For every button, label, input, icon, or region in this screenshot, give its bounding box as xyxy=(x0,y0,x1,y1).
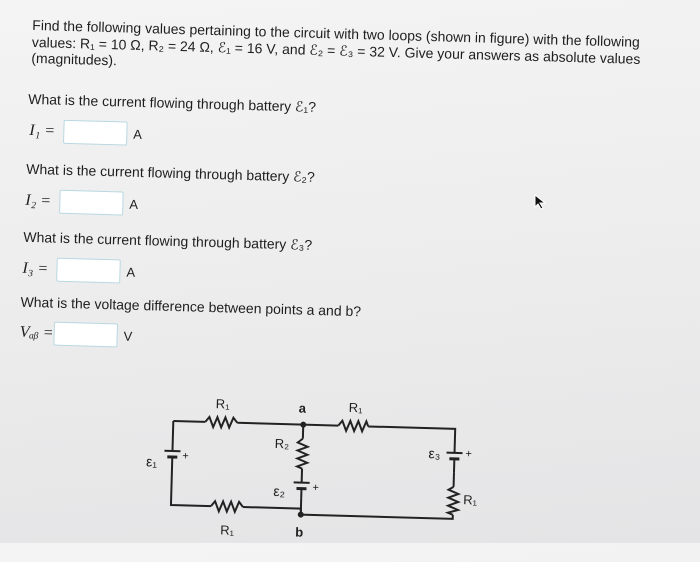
resistor-r1-right-side xyxy=(448,487,459,515)
problem-statement: Find the following values pertaining to the circuit with two loops (shown in figure) with the following values: R₁ = 10 Ω, R₂ = 24 Ω, ℰ₁ = 16 V, and ℰ₂ = ℰ₃ = 32 V. Give your answers as absolute values (magnitudes). xyxy=(31,17,652,84)
bottom-right-wire xyxy=(301,511,453,519)
variable-label-i1: I₁ = xyxy=(29,122,63,141)
variable-label-i2: I₂ = xyxy=(25,192,59,211)
label-e1-plus: + xyxy=(182,450,189,462)
question-3-prompt: What is the current flowing through battery ℰ₃? xyxy=(23,229,312,254)
top-right-link xyxy=(303,425,338,426)
label-point-b: b xyxy=(295,524,303,539)
circuit-diagram xyxy=(140,382,484,551)
variable-label-i3: I₃ = xyxy=(22,260,56,279)
question-2-prompt: What is the current flowing through battery ℰ₂? xyxy=(26,161,315,186)
answer-row-3 xyxy=(22,257,135,284)
answer-row-2 xyxy=(25,189,138,216)
resistor-r1-top xyxy=(205,417,237,428)
left-wire-bottom xyxy=(171,471,212,506)
variable-label-vab: Vₐᵦ = xyxy=(19,324,53,343)
unit-label-vab: V xyxy=(123,328,132,343)
bottom-left-wire xyxy=(243,507,301,515)
label-e3: ε₃ xyxy=(428,445,440,461)
current-i2-input[interactable] xyxy=(59,190,124,216)
unit-label-i2: A xyxy=(129,196,138,211)
top-left-wire xyxy=(173,421,205,422)
label-r1-right-top: R₁ xyxy=(349,400,364,415)
resistor-r1-bottom xyxy=(211,501,243,512)
label-e1: ε₁ xyxy=(146,453,158,469)
label-point-a: a xyxy=(299,401,307,416)
node-a xyxy=(300,422,306,428)
question-1-prompt: What is the current flowing through battery ℰ₁? xyxy=(28,91,316,116)
unit-label-i3: A xyxy=(126,264,135,279)
top-right-wire xyxy=(368,426,456,452)
label-r1-right-side: R₁ xyxy=(463,492,478,507)
answer-row-1 xyxy=(29,119,142,146)
label-e2: ε₂ xyxy=(273,483,285,499)
current-i3-input[interactable] xyxy=(56,258,121,284)
label-e3-plus: + xyxy=(465,448,472,460)
node-b xyxy=(298,512,304,518)
question-4-prompt: What is the voltage difference between points a and b? xyxy=(20,294,361,320)
label-r1-bottom: R₁ xyxy=(220,522,235,537)
voltage-vab-input[interactable] xyxy=(53,322,118,348)
top-middle-wire xyxy=(237,423,303,425)
left-wire-top xyxy=(172,421,173,451)
mouse-pointer-icon xyxy=(534,194,548,210)
label-e2-plus: + xyxy=(312,482,319,494)
label-r1-top: R₁ xyxy=(216,396,231,411)
resistor-r1-right-top xyxy=(338,421,368,432)
unit-label-i1: A xyxy=(133,126,142,141)
current-i1-input[interactable] xyxy=(63,120,128,146)
answer-row-4 xyxy=(19,321,132,348)
resistor-r2 xyxy=(297,438,308,468)
label-r2: R₂ xyxy=(275,436,290,451)
